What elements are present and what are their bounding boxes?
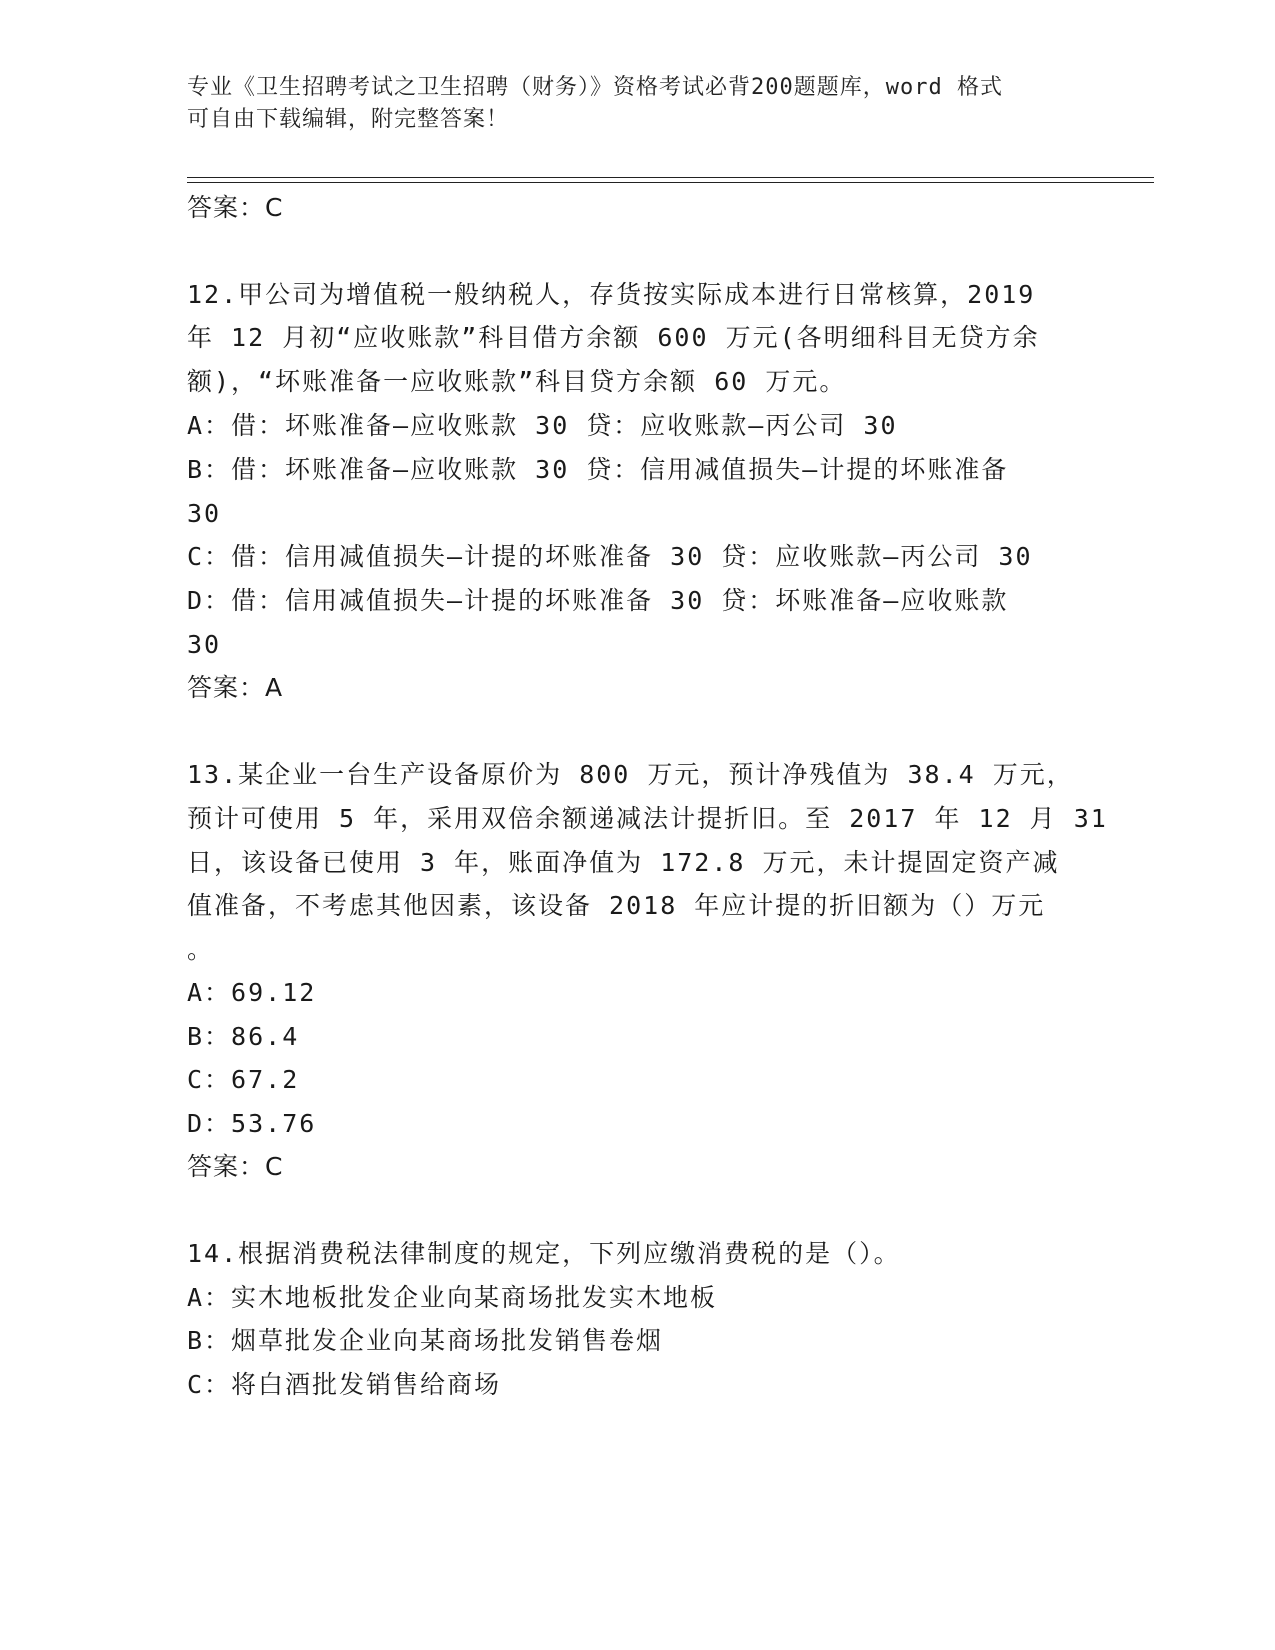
q14-option-a: A：实木地板批发企业向某商场批发实木地板	[187, 1283, 718, 1312]
q12-stem-line-1: 12.甲公司为增值税一般纳税人，存货按实际成本进行日常核算，2019	[187, 280, 1036, 309]
q13-option-a: A：69.12	[187, 978, 317, 1007]
q13-option-d: D：53.76	[187, 1109, 317, 1138]
q13-stem-line-5: 。	[187, 935, 215, 964]
answer-prev: 答案：C	[187, 193, 284, 222]
header-line-1: 专业《卫生招聘考试之卫生招聘（财务）》资格考试必背200题题库，word 格式	[187, 75, 1003, 100]
q13-option-b: B：86.4	[187, 1022, 300, 1051]
header-rule-bottom	[187, 182, 1154, 183]
q13-stem-line-1: 13.某企业一台生产设备原价为 800 万元，预计净残值为 38.4 万元，	[187, 760, 1074, 789]
header-line-2: 可自由下载编辑，附完整答案！	[187, 107, 510, 132]
q12-option-d: D：借：信用减值损失—计提的坏账准备 30 贷：坏账准备—应收账款	[187, 586, 1009, 615]
q14-option-c: C：将白酒批发销售给商场	[187, 1370, 502, 1399]
q13-option-c: C：67.2	[187, 1065, 300, 1094]
q12-option-b-cont: 30	[187, 499, 222, 528]
q12-option-a: A：借：坏账准备—应收账款 30 贷：应收账款—丙公司 30	[187, 411, 898, 440]
q13-answer: 答案：C	[187, 1152, 284, 1181]
q12-option-b: B：借：坏账准备—应收账款 30 贷：信用减值损失—计提的坏账准备	[187, 455, 1009, 484]
q12-answer: 答案：A	[187, 673, 284, 702]
q12-option-c: C：借：信用减值损失—计提的坏账准备 30 贷：应收账款—丙公司 30	[187, 542, 1033, 571]
q13-stem-line-3: 日，该设备已使用 3 年，账面净值为 172.8 万元，未计提固定资产减	[187, 848, 1060, 877]
q12-stem-line-2: 年 12 月初“应收账款”科目借方余额 600 万元(各明细科目无贷方余	[187, 323, 1040, 352]
q14-option-b: B：烟草批发企业向某商场批发销售卷烟	[187, 1326, 664, 1355]
q12-stem-line-3: 额)，“坏账准备一应收账款”科目贷方余额 60 万元。	[187, 367, 847, 396]
header-rule-top	[187, 177, 1154, 178]
q13-stem-line-4: 值准备，不考虑其他因素，该设备 2018 年应计提的折旧额为（）万元	[187, 891, 1046, 920]
q12-option-d-cont: 30	[187, 630, 222, 659]
document-header	[187, 72, 1067, 136]
q13-stem-line-2: 预计可使用 5 年，采用双倍余额递减法计提折旧。至 2017 年 12 月 31	[187, 804, 1108, 833]
q14-stem-line-1: 14.根据消费税法律制度的规定，下列应缴消费税的是（）。	[187, 1239, 901, 1268]
